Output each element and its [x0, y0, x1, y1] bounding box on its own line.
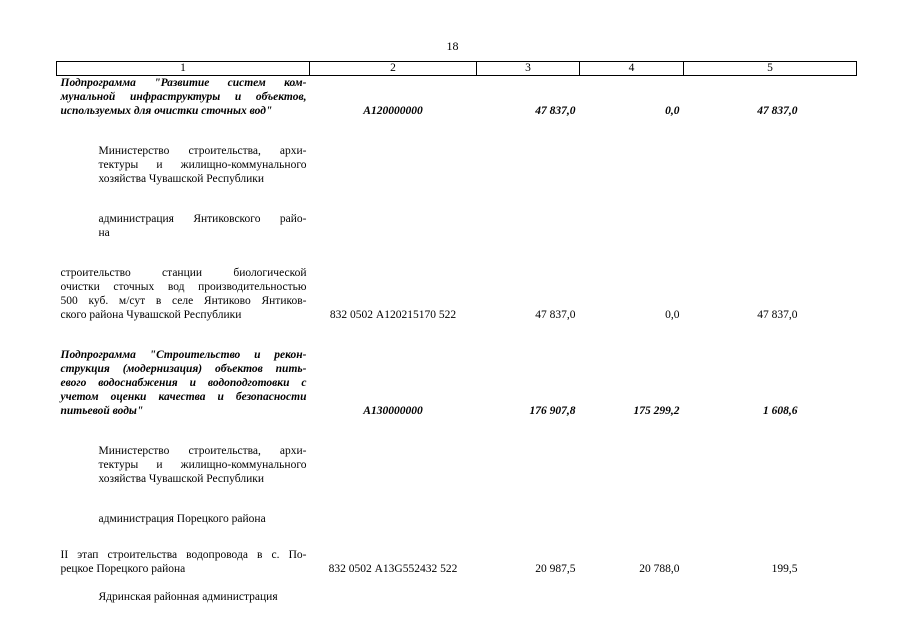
row-col5-cell: [684, 576, 857, 604]
column-header-2: 2: [310, 62, 477, 76]
row-name-line: Подпрограмма "Строительство и рекон-: [60, 349, 307, 361]
row-name-line: Министерство строительства, архи-: [98, 445, 307, 457]
table-row: [57, 526, 857, 576]
row-name-line: рецкое Порецкого района: [60, 563, 186, 575]
row-col5-cell: [684, 486, 857, 526]
row-name-cell: [57, 526, 310, 576]
budget-table: [56, 61, 857, 604]
row-total-cell: [477, 118, 580, 186]
row-code-cell: [310, 186, 477, 240]
row-name-line: администрация Янтиковского райо-: [98, 213, 307, 225]
row-name-line: Министерство строительства, архи-: [98, 145, 307, 157]
row-col5-cell: 1 608,6: [763, 405, 798, 417]
row-name-line: евого водоснабжения и водоподготовки с: [60, 377, 307, 389]
table-row: [57, 76, 857, 119]
row-total-cell: 47 837,0: [535, 105, 576, 117]
row-name-line: тектуры и жилищно-коммунального: [98, 159, 307, 171]
row-name-line: очистки сточных вод производительностью: [60, 281, 307, 293]
table-row: [57, 418, 857, 486]
table-row: [57, 322, 857, 418]
row-name-line: Подпрограмма "Развитие систем ком-: [60, 77, 307, 89]
row-name-cell: [57, 418, 310, 486]
row-col4-cell: [580, 186, 684, 240]
row-name-line: Ядринская районная администрация: [98, 591, 278, 603]
column-header-4: 4: [580, 62, 684, 76]
row-col5-cell: [684, 118, 857, 186]
row-name-line: тектуры и жилищно-коммунального: [98, 459, 307, 471]
row-name-line: на: [98, 227, 110, 239]
row-name-line: мунальной инфраструктуры и объектов,: [60, 91, 307, 103]
table-row: [57, 118, 857, 186]
row-col5-cell: [684, 418, 857, 486]
row-col5-cell: 47 837,0: [757, 309, 798, 321]
row-name-line: хозяйства Чувашской Республики: [98, 473, 264, 485]
row-name-cell: [57, 322, 310, 418]
row-name-line: используемых для очистки сточных вод": [60, 105, 273, 117]
row-name-line: хозяйства Чувашской Республики: [98, 173, 264, 185]
row-name-cell: [57, 240, 310, 322]
column-header-3: 3: [477, 62, 580, 76]
row-code-cell: [310, 418, 477, 486]
table-body: [57, 76, 857, 605]
row-name-cell: [57, 76, 310, 119]
row-code-cell: [310, 118, 477, 186]
row-name-line: струкция (модернизация) объектов пить-: [60, 363, 307, 375]
row-name-line: администрация Порецкого района: [98, 513, 266, 525]
page-number: 18: [446, 39, 459, 53]
row-code-cell: А120000000: [363, 105, 423, 117]
row-code-cell: 832 0502 А13G552432 522: [328, 563, 458, 575]
row-total-cell: [477, 576, 580, 604]
row-name-line: 500 куб. м/сут в селе Янтиково Янтиков-: [60, 295, 307, 307]
table-row: [57, 486, 857, 526]
row-name-line: питьевой воды": [60, 405, 144, 417]
row-name-cell: [57, 186, 310, 240]
row-name-line: учетом оценки качества и безопасности: [60, 391, 307, 403]
row-name-cell: [57, 118, 310, 186]
row-total-cell: [477, 486, 580, 526]
row-name-cell: [57, 576, 310, 604]
row-code-cell: [310, 486, 477, 526]
row-total-cell: 47 837,0: [535, 309, 576, 321]
column-header-1: 1: [57, 62, 310, 76]
row-name-line: II этап строительства водопровода в с. По-: [60, 549, 307, 561]
row-total-cell: 176 907,8: [529, 405, 576, 417]
row-col5-cell: 47 837,0: [757, 105, 798, 117]
row-col5-cell: [684, 186, 857, 240]
row-name-line: ского района Чувашской Республики: [60, 309, 242, 321]
row-code-cell: [310, 576, 477, 604]
row-col4-cell: [580, 576, 684, 604]
row-col4-cell: 175 299,2: [633, 405, 680, 417]
row-code-cell: А130000000: [363, 405, 423, 417]
row-col4-cell: 0,0: [665, 105, 680, 117]
row-col5-cell: 199,5: [771, 563, 798, 575]
row-code-cell: 832 0502 А120215170 522: [329, 309, 457, 321]
row-total-cell: [477, 418, 580, 486]
row-name-line: строительство станции биологической: [60, 267, 307, 279]
row-col4-cell: [580, 118, 684, 186]
table-row: [57, 240, 857, 322]
table-header-row: [57, 62, 857, 76]
row-col4-cell: [580, 418, 684, 486]
row-col4-cell: [580, 486, 684, 526]
row-col4-cell: 0,0: [665, 309, 680, 321]
table-row: [57, 576, 857, 604]
row-name-cell: [57, 486, 310, 526]
row-total-cell: [477, 186, 580, 240]
row-total-cell: 20 987,5: [535, 563, 576, 575]
table-row: [57, 186, 857, 240]
column-header-5: 5: [684, 62, 857, 76]
row-col4-cell: 20 788,0: [639, 563, 680, 575]
